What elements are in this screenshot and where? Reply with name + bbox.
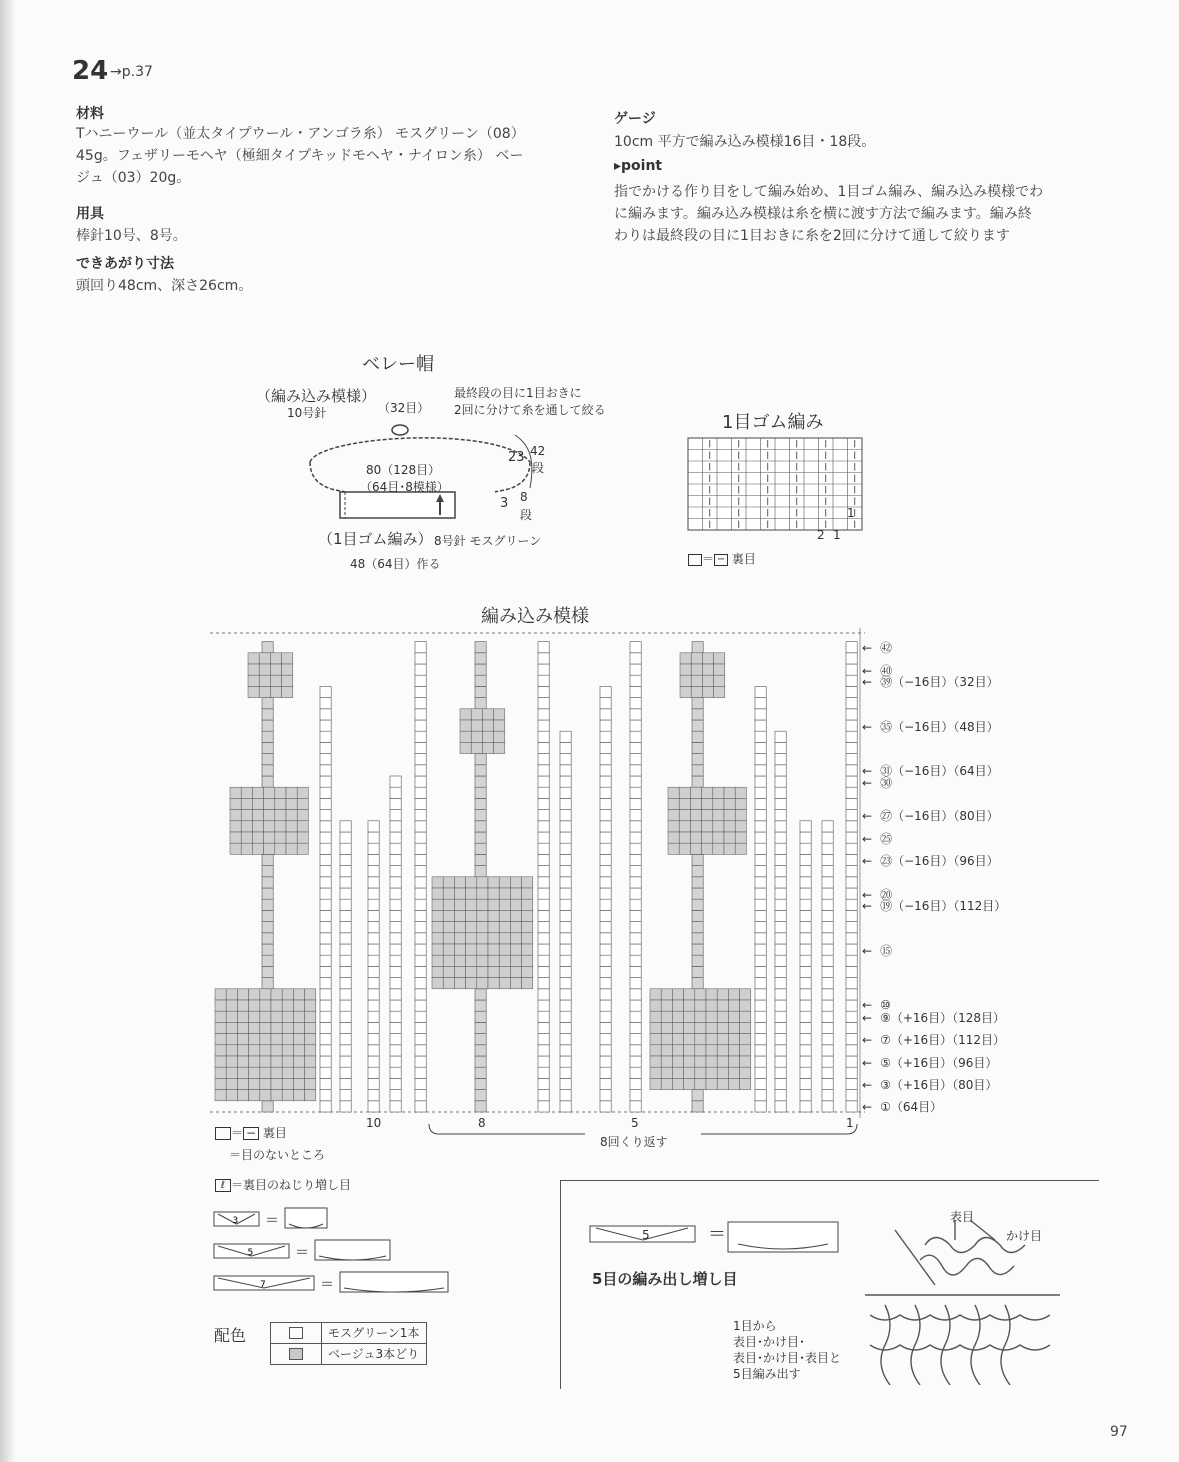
row-note [862,774,892,791]
gauge-text: 10cm 平方で編み込み模様16目・18段。 [614,134,876,150]
row-note [862,1054,997,1071]
row-number: ㉟ [880,719,893,734]
desc-line: 5目編み出す [733,1367,801,1381]
row-number: ⑲ [880,898,893,913]
increase-symbol-legend [212,1204,462,1304]
row-number: ⑩ [880,997,891,1012]
beret-pattern-label: （編み込み模様） [256,387,377,405]
beret-width-label: 80（128目） [366,463,441,477]
pattern-number: 24 [72,56,109,86]
chart-column [560,731,571,1112]
col-label-8: 8 [478,1116,486,1130]
row-arrow: ← [862,764,873,779]
row-note [862,830,892,847]
beret-height-main: 23 [508,450,525,465]
chart-column [600,686,611,1112]
col-label-5: 5 [631,1116,639,1130]
row-arrow: ← [862,809,873,824]
svg-text:＝: ＝ [708,1224,726,1245]
point-line: 指でかける作り目をして編み始め、1目ゴム編み、編み込み模様でわ [614,184,1044,200]
beret-top-count: （32目） [378,401,430,415]
svg-text:＝: ＝ [295,1245,309,1261]
five-increase-symbol [588,1218,848,1258]
row-stitch-note: （−16目）（80目） [892,809,999,824]
row-number: ㊴ [880,674,893,689]
row-number: ⑮ [880,943,893,958]
point-heading: ▸point [614,158,663,174]
beige-motif-block [432,877,533,989]
beret-ribbing-band [340,492,455,518]
row-arrow: ← [862,1033,873,1048]
row-number: ① [880,1100,891,1115]
increase-legend-row [214,1240,390,1261]
beige-motif-block [230,787,308,854]
row-arrow: ← [862,719,873,734]
beret-title: ベレー帽 [362,354,434,375]
gauge-heading: ゲージ [614,111,656,127]
col-label-1: 1 [846,1116,854,1130]
chart-column [800,821,811,1112]
materials-line: 45g。フェザリーモヘヤ（極細タイプキッドモヘヤ・ナイロン糸） ベー [76,148,524,164]
row-note [862,673,999,690]
rib-legend: ＝ − 裏目 [688,550,756,567]
row-arrow: ← [862,898,873,913]
row-stitch-note: （+16目）（96目） [890,1055,998,1070]
desc-line: 表目･かけ目･ [733,1335,806,1349]
row-number: ㉛ [880,764,893,779]
beret-height-rib: 3 [500,496,509,511]
beret-rows-rib-unit: 段 [520,508,533,522]
increase-legend-row [214,1208,327,1229]
beret-inner-label: （64目･8模様） [360,480,449,494]
beige-motif-block [215,989,316,1101]
beret-needle-top: 10号針 [287,406,327,420]
row-arrow: ← [862,1010,873,1025]
row-arrow: ← [862,887,873,902]
chart-column [630,642,641,1112]
beret-cast-on: 48（64目）作る [350,557,441,571]
beige-motif-block [248,653,293,698]
row-annotations [862,628,1062,1118]
legend-twist-inc: ℓ ＝裏目のねじり増し目 [215,1176,351,1193]
desc-line: 1目から [733,1319,777,1333]
chart-column [822,821,833,1112]
row-number: ⑳ [880,887,893,902]
beret-finish-note-1: 最終段の目に1目おきに [454,386,582,400]
beret-rib-label: （1目ゴム編み） [318,530,433,548]
row-note [862,852,999,869]
row-number: ㉓ [880,854,893,868]
tools-text: 棒針10号、8号。 [76,228,187,244]
chart-column [846,642,857,1112]
row-arrow: ← [862,641,873,656]
row-arrow: ← [862,831,873,846]
chart-column [775,731,786,1112]
row-stitch-note: （+16目）（80目） [890,1078,998,1092]
materials-line: Tハニーウール（並太タイプウール・アンゴラ糸） モスグリーン（08） [76,126,525,142]
increase-box-num: 5 [642,1228,650,1242]
row-arrow: ← [862,854,873,868]
row-arrow: ← [862,674,873,689]
row-stitch-note: （−16目）（112目） [892,898,1007,913]
page-reference: →p.37 [110,64,153,80]
point-line: わりは最終段の目に1目おきに糸を2回に分けて通して絞ります [614,228,1010,244]
label-yarn-over: かけ目 [1006,1229,1043,1243]
chart-column [320,686,331,1112]
increase-legend-row [214,1272,448,1293]
row-note [862,897,1006,914]
colors-heading: 配色 [214,1326,247,1345]
row-stitch-note: （+16目）（128目） [890,1010,1006,1025]
label-knit: 表目 [950,1210,975,1224]
row-arrow: ← [862,943,873,958]
desc-line: 表目･かけ目･表目と [733,1351,842,1365]
row-number: ㉚ [880,775,893,790]
row-number: ㉗ [880,809,893,824]
row-note [862,1031,1005,1048]
row-stitch-note: （−16目）（48目） [892,719,999,734]
row-note [862,718,999,735]
row-arrow: ← [862,663,873,678]
rib-chart-title: 1目ゴム編み [722,412,824,433]
legend-purl: ＝ − 裏目 [215,1124,287,1141]
beret-rows-rib: 8 [520,490,528,504]
rib-row-label: 1 [847,506,855,520]
row-stitch-note: （64目） [890,1100,943,1115]
materials-heading: 材料 [76,106,104,122]
repeat-label: 8回くり返す [600,1135,668,1149]
row-arrow: ← [862,1100,873,1115]
beige-motif-block [668,787,746,854]
rib-col-label: 2 [817,528,825,542]
increase-box-desc [733,1318,841,1382]
legend-no-stitch: ＝目のないところ [229,1148,326,1162]
row-number: ㊵ [880,663,893,678]
row-arrow: ← [862,1078,873,1092]
row-arrow: ← [862,775,873,790]
row-stitch-note: （−16目）（96目） [892,854,999,868]
row-note [862,1076,997,1093]
beret-rows-main-unit: 段 [532,461,545,475]
beret-rows-main: 42 [530,444,546,458]
color-row-beige: ベージュ3本どり [270,1344,427,1365]
row-number: ⑨ [880,1010,891,1025]
row-note [862,807,999,824]
beige-motif-block [460,709,505,754]
point-line: に編みます。編み込み模様は糸を横に渡す方法で編みます。編み終 [614,206,1032,222]
row-stitch-note: （−16目）（32目） [892,674,999,689]
beret-finish-note-2: 2回に分けて糸を通して絞る [454,403,606,417]
svg-text:＝: ＝ [265,1213,279,1229]
beige-motif-block [650,989,751,1090]
svg-text:＝: ＝ [320,1277,334,1293]
svg-text:7: 7 [260,1280,266,1290]
chart-column [755,686,766,1112]
color-table [270,1322,427,1365]
materials-line: ジュ（03）20g。 [76,170,191,186]
chart-column [368,821,379,1112]
row-number: ㊷ [880,641,893,656]
col-label-10: 10 [366,1116,382,1130]
chart-column [390,776,401,1112]
materials-text [76,123,525,189]
row-note [862,639,892,656]
row-number: ③ [880,1078,891,1092]
book-binding-shadow [0,0,16,1462]
rib-col-label: 1 [833,528,841,542]
beige-motif-block [680,653,725,698]
svg-text:5: 5 [247,1248,254,1258]
color-row-green: モスグリーン1本 [270,1322,427,1344]
svg-text:3: 3 [232,1216,239,1226]
row-note [862,1009,1005,1026]
row-number: ⑦ [880,1033,891,1048]
knitting-illustration [855,1215,1065,1385]
beret-rib-needle: 8号針 モスグリーン [434,534,542,548]
row-number: ㉕ [880,831,893,846]
row-note [862,1098,942,1115]
size-text: 頭回り48cm、深さ26cm。 [76,278,253,294]
row-stitch-note: （−16目）（64目） [892,764,999,779]
row-arrow: ← [862,997,873,1012]
row-arrow: ← [862,1055,873,1070]
increase-box-title: 5目の編み出し増し目 [592,1270,738,1288]
tools-heading: 用具 [76,206,104,222]
chart-column [415,642,426,1112]
size-heading: できあがり寸法 [76,256,174,272]
row-stitch-note: （+16目）（112目） [890,1033,1006,1048]
beret-top-knot [392,425,408,435]
page-number: 97 [1110,1424,1128,1440]
row-number: ⑤ [880,1055,891,1070]
main-chart-title: 編み込み模様 [481,606,589,627]
beret-crown-curve [310,438,530,462]
chart-column [538,642,549,1112]
chart-column [340,821,351,1112]
row-note [862,942,892,959]
main-chart-grid [210,628,873,1118]
point-text [614,181,1134,247]
